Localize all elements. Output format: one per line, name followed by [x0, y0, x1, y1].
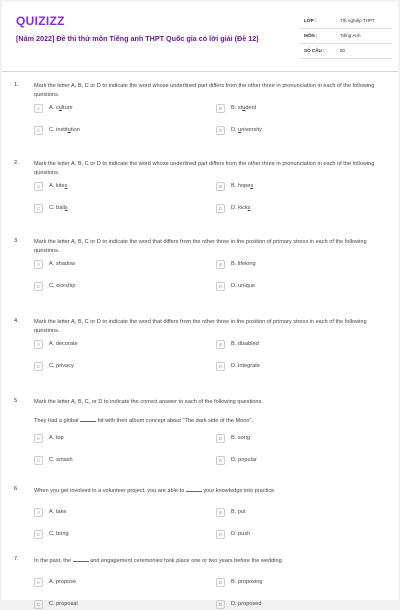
option-text [49, 531, 69, 537]
option-c[interactable] [34, 282, 194, 292]
option-letter-badge: D [216, 362, 225, 371]
option-d[interactable] [216, 282, 376, 292]
option-text [231, 205, 251, 211]
option-label: C. [49, 601, 55, 607]
option-d[interactable] [216, 362, 376, 372]
option-word-start: disabled [237, 341, 259, 347]
option-text [49, 205, 68, 211]
option-label: B. [231, 435, 237, 441]
meta-row-count [300, 44, 392, 59]
option-word-start: c [55, 105, 59, 111]
sentence-before-blank: They had a global [34, 418, 79, 424]
option-label: C. [49, 283, 55, 289]
option-label: B. [231, 261, 237, 267]
question-2 [2, 158, 398, 236]
option-label: D. [231, 363, 237, 369]
option-label: C. [49, 457, 55, 463]
meta-value-count: 50 [340, 48, 346, 53]
worksheet-title: [Năm 2022] Đề thi thử môn Tiếng anh THPT Quốc gia có lời giải (Đề 12) [16, 34, 259, 43]
option-text [231, 435, 250, 441]
option-text [231, 127, 262, 133]
question-text: Mark the letter A, B, C or D to indicate the word that differs from the other three in the position of primary stress in each of the following questions. [34, 239, 367, 254]
option-letter-badge: A [34, 578, 43, 587]
option-letter-badge: B [216, 104, 225, 113]
option-letter-badge: A [34, 260, 43, 269]
option-letter-badge: B [216, 578, 225, 587]
option-underlined-part: u [58, 105, 62, 111]
option-word-start: song [237, 435, 250, 441]
option-text [49, 283, 75, 289]
worksheet-page [2, 2, 398, 607]
option-label: C. [49, 531, 55, 537]
option-a[interactable] [34, 508, 194, 518]
meta-value-subject: Tiếng Anh [340, 33, 361, 38]
option-letter-badge: A [34, 340, 43, 349]
option-text [231, 579, 262, 585]
option-b[interactable] [216, 182, 376, 192]
question-number: 4. [14, 318, 19, 324]
option-letter-badge: B [216, 260, 225, 269]
option-word-end: dent [245, 105, 257, 111]
option-label: D. [231, 601, 237, 607]
option-text [231, 183, 253, 189]
option-label: C. [49, 127, 55, 133]
option-text [231, 509, 246, 515]
option-d[interactable] [216, 530, 376, 540]
option-a[interactable] [34, 182, 194, 192]
option-label: D. [231, 283, 237, 289]
option-letter-badge: D [216, 600, 225, 609]
question-text-after-blank: and engagement ceremonies took place one or two years before the wedding. [90, 558, 284, 564]
meta-row-subject [300, 29, 392, 44]
question-4 [2, 316, 398, 396]
meta-label-count: SỐ CÂU : [304, 48, 325, 53]
option-letter-badge: B [216, 508, 225, 517]
option-word-start: ball [56, 205, 65, 211]
option-b[interactable] [216, 104, 376, 114]
option-label: A. [49, 261, 55, 267]
option-word-start: top [55, 435, 64, 441]
option-b[interactable] [216, 340, 376, 350]
answer-blank [186, 486, 202, 492]
question-text [34, 556, 389, 566]
option-d[interactable] [216, 204, 376, 214]
question-text: Mark the letter A, B, C or D to indicate the word that differs from the other three in the position of primary stress in each of the following questions. [34, 319, 367, 334]
option-text [49, 601, 78, 607]
option-c[interactable] [34, 600, 194, 610]
option-b[interactable] [216, 578, 376, 588]
question-3 [2, 236, 398, 316]
option-word-start: push [238, 531, 251, 537]
question-1 [2, 80, 398, 158]
option-a[interactable] [34, 340, 194, 350]
option-word-start: proposing [237, 579, 263, 585]
option-word-start: shadow [55, 261, 76, 267]
option-word-start: integrate [238, 363, 260, 369]
option-text [231, 283, 255, 289]
option-a[interactable] [34, 104, 194, 114]
option-word-start: proposed [238, 601, 262, 607]
option-word-end: niversity [241, 127, 262, 133]
option-text [49, 127, 80, 133]
option-text [49, 261, 75, 267]
meta-info-box [300, 14, 392, 59]
option-label: A. [49, 105, 55, 111]
option-label: A. [49, 183, 55, 189]
option-c[interactable] [34, 362, 194, 372]
option-c[interactable] [34, 126, 194, 136]
meta-row-class [300, 14, 392, 29]
option-label: C. [49, 363, 55, 369]
option-letter-badge: C [34, 456, 43, 465]
header-divider [2, 71, 398, 72]
option-a[interactable] [34, 578, 194, 588]
option-word-start: take [55, 509, 67, 515]
option-letter-badge: C [34, 282, 43, 291]
option-letter-badge: A [34, 508, 43, 517]
option-label: C. [49, 205, 55, 211]
option-word-end: tion [70, 127, 80, 133]
option-word-start: privacy [56, 363, 74, 369]
question-number: 3. [14, 238, 19, 244]
option-label: D. [231, 531, 237, 537]
option-d[interactable] [216, 600, 376, 610]
option-underlined-part: s [250, 183, 254, 189]
option-word-start: popular [238, 457, 257, 463]
meta-label-class: LỚP : [304, 18, 317, 23]
option-text [49, 341, 78, 347]
option-word-start: unique [238, 283, 255, 289]
option-text [49, 435, 64, 441]
option-c[interactable] [34, 456, 194, 466]
option-label: A. [49, 579, 55, 585]
question-text [34, 486, 389, 496]
option-word-start: kick [238, 205, 248, 211]
option-letter-badge: B [216, 340, 225, 349]
option-word-end: lture [61, 105, 73, 111]
option-label: A. [49, 435, 55, 441]
option-label: D. [231, 205, 237, 211]
option-letter-badge: B [216, 434, 225, 443]
option-word-start: decorate [55, 341, 78, 347]
option-text [231, 601, 261, 607]
option-letter-badge: C [34, 600, 43, 609]
option-underlined-part: s [64, 183, 68, 189]
option-label: B. [231, 183, 237, 189]
option-underlined-part: s [247, 205, 251, 211]
option-text [231, 341, 259, 347]
option-text [49, 105, 73, 111]
option-label: D. [231, 457, 237, 463]
option-text [49, 579, 76, 585]
option-d[interactable] [216, 126, 376, 136]
option-label: B. [231, 509, 237, 515]
option-word-start: proposal [56, 601, 78, 607]
option-letter-badge: C [34, 530, 43, 539]
quizizz-logo: QUIZIZZ [16, 14, 65, 28]
option-text [231, 457, 257, 463]
option-word-start: st [237, 105, 243, 111]
option-word-start: smash [56, 457, 73, 463]
option-letter-badge: C [34, 126, 43, 135]
sentence-after-blank: hit with their album concept about "The dark side of the Moon". [97, 418, 254, 424]
option-letter-badge: A [34, 434, 43, 443]
answer-blank [73, 556, 89, 562]
question-number: 7. [14, 556, 19, 562]
answer-blank [80, 416, 96, 422]
option-underlined-part: u [242, 105, 246, 111]
option-d[interactable] [216, 456, 376, 466]
option-letter-badge: C [34, 362, 43, 371]
question-6 [2, 484, 398, 554]
option-letter-badge: D [216, 126, 225, 135]
option-letter-badge: D [216, 282, 225, 291]
question-text: Mark the letter A, B, C or D to indicate the word whose underlined part differs from the other three in pronunciation in each of the following questions. [34, 83, 375, 98]
option-word-start: put [237, 509, 246, 515]
option-label: B. [231, 341, 237, 347]
option-label: B. [231, 105, 237, 111]
option-label: D. [231, 127, 237, 133]
question-text: Mark the letter A, B, C or D to indicate the word whose underlined part differs from the other three in pronunciation in each of the following questions. [34, 161, 375, 176]
option-label: A. [49, 341, 55, 347]
question-number: 6. [14, 486, 19, 492]
question-text-before-blank: When you get involved in a volunteer project, you are able to [34, 488, 185, 494]
option-word-start: lifelong [237, 261, 256, 267]
option-text [49, 509, 66, 515]
option-text [231, 531, 250, 537]
option-word-start: bring [56, 531, 69, 537]
question-5 [2, 396, 398, 484]
option-letter-badge: D [216, 456, 225, 465]
question-text-before-blank: In the past, the [34, 558, 72, 564]
meta-value-class: Tốt nghiệp THPT [340, 18, 375, 23]
question-sentence [34, 416, 253, 426]
option-text [49, 457, 73, 463]
option-c[interactable] [34, 530, 194, 540]
worksheet-header [2, 2, 398, 72]
option-a[interactable] [34, 260, 194, 270]
option-word-start: kite [55, 183, 65, 189]
meta-label-subject: MÔN : [304, 33, 318, 38]
option-letter-badge: D [216, 530, 225, 539]
option-c[interactable] [34, 204, 194, 214]
option-letter-badge: C [34, 204, 43, 213]
option-text [49, 183, 67, 189]
option-word-start: hope [237, 183, 251, 189]
option-word-start: propose [55, 579, 77, 585]
option-word-start: worship [56, 283, 76, 289]
option-word-start: instit [56, 127, 68, 133]
option-label: A. [49, 509, 55, 515]
option-letter-badge: A [34, 182, 43, 191]
question-number: 1. [14, 82, 19, 88]
option-underlined-part: s [64, 205, 68, 211]
option-underlined-part: u [67, 127, 71, 133]
option-text [49, 363, 74, 369]
option-b[interactable] [216, 508, 376, 518]
question-number: 5. [14, 398, 19, 404]
option-b[interactable] [216, 260, 376, 270]
option-b[interactable] [216, 434, 376, 444]
option-letter-badge: D [216, 204, 225, 213]
question-text: Mark the letter A, B, C, or D to indicate the correct answer to each of the following questions. [34, 399, 263, 405]
option-letter-badge: A [34, 104, 43, 113]
option-text [231, 261, 256, 267]
question-number: 2. [14, 160, 19, 166]
question-7 [2, 554, 398, 607]
option-text [231, 105, 256, 111]
option-underlined-part: u [238, 127, 242, 133]
option-label: B. [231, 579, 237, 585]
question-text-after-blank: your knowledge into practice. [203, 488, 276, 494]
option-text [231, 363, 260, 369]
option-a[interactable] [34, 434, 194, 444]
option-letter-badge: B [216, 182, 225, 191]
